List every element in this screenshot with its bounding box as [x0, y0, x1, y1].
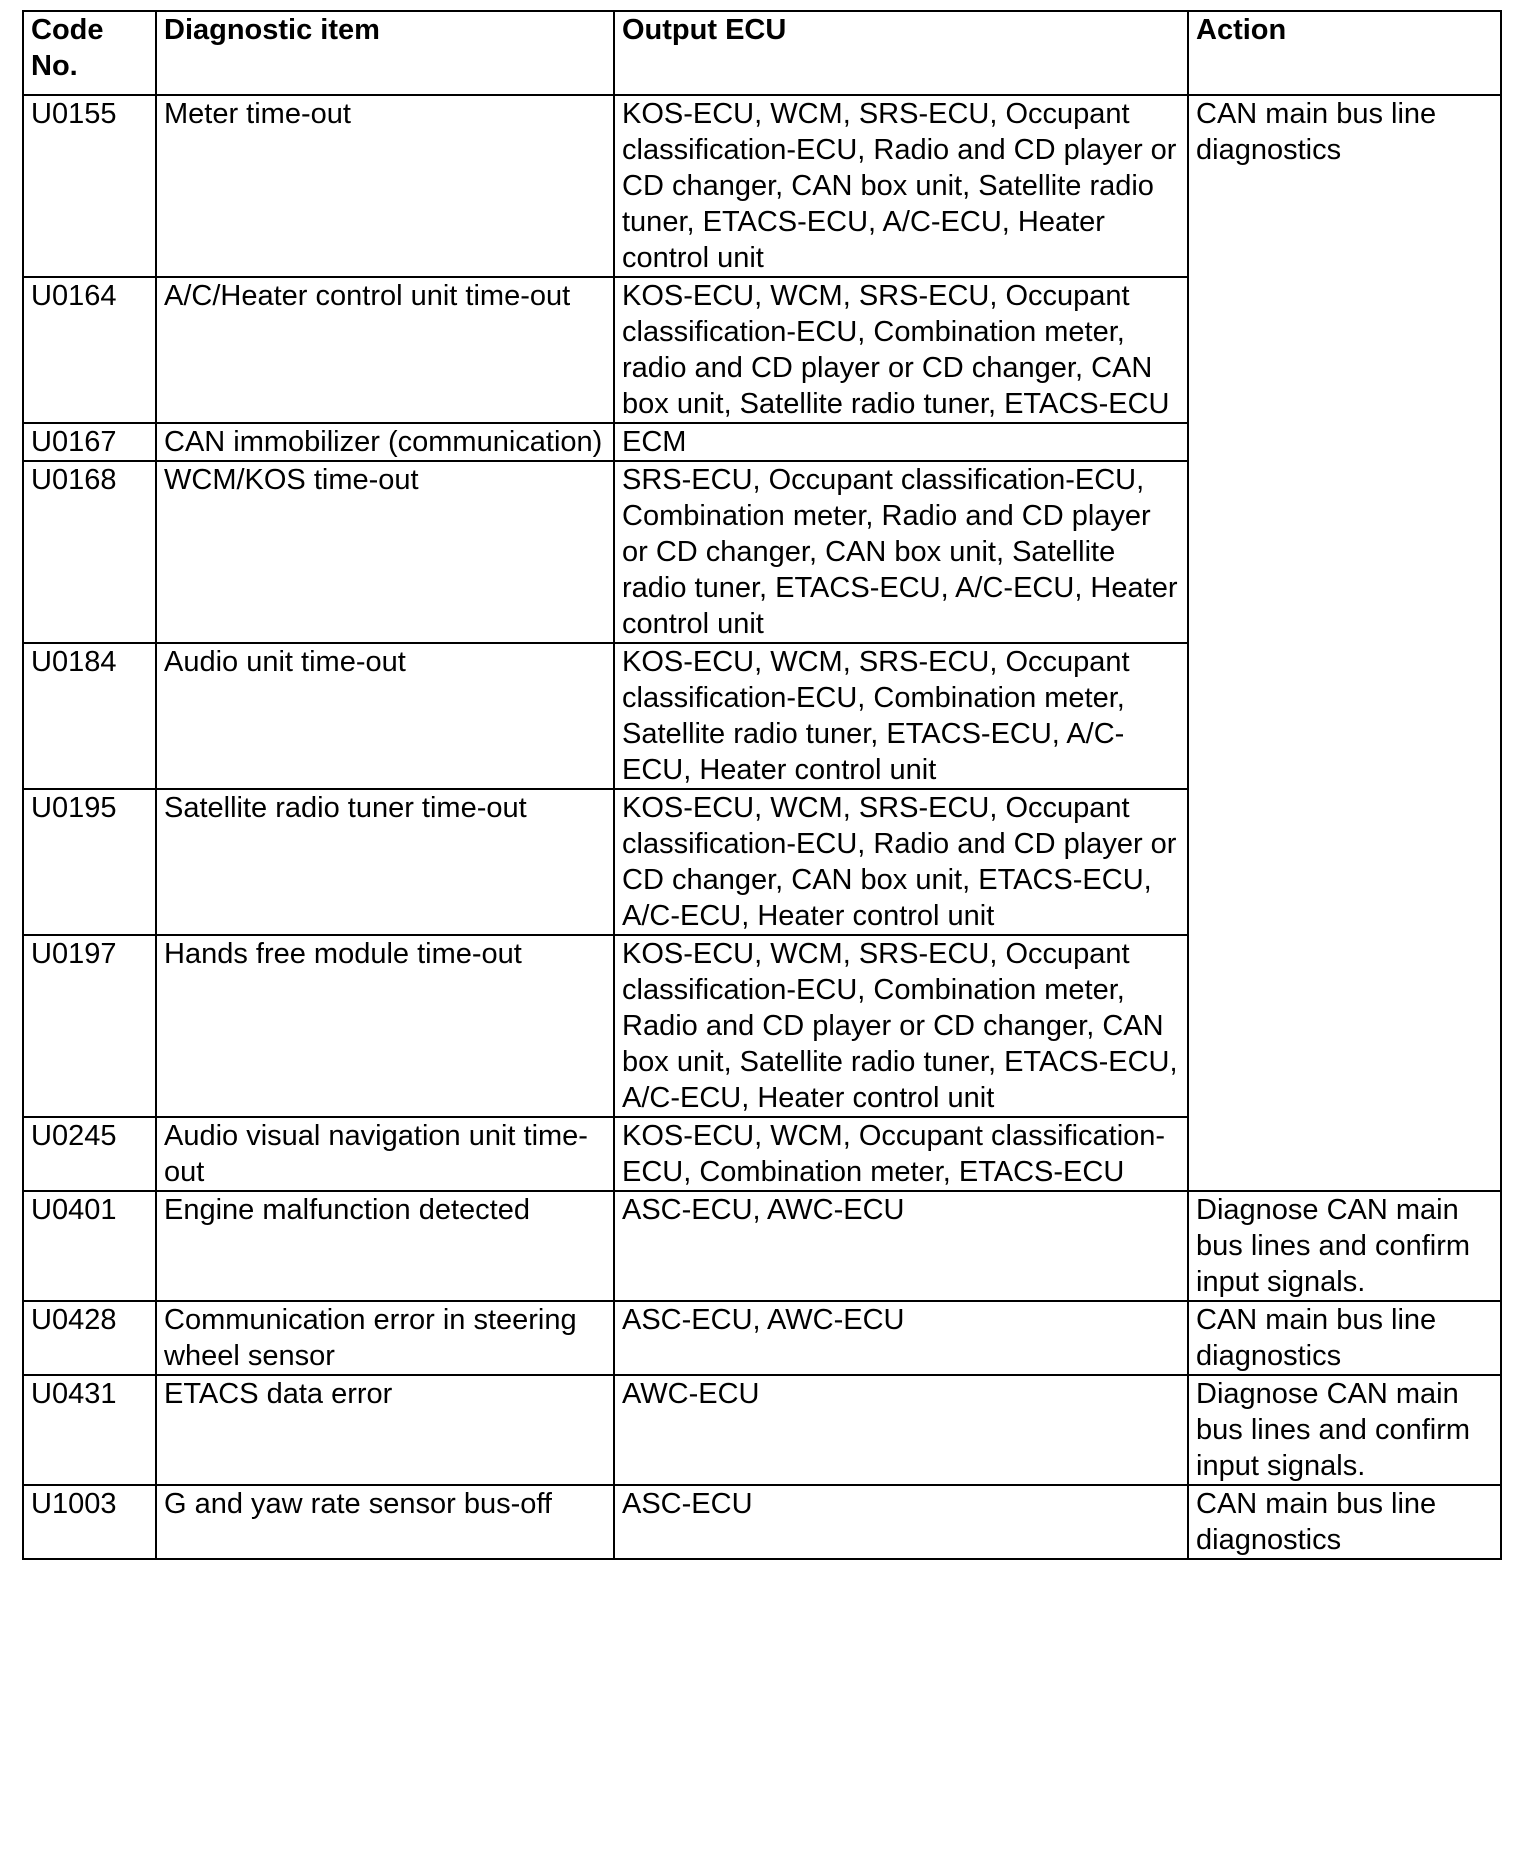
action-cell: Diagnose CAN main bus lines and confirm input signals. — [1188, 1375, 1501, 1485]
code-cell: U1003 — [23, 1485, 156, 1559]
item-cell: WCM/KOS time-out — [156, 461, 614, 643]
item-cell: A/C/Heater control unit time-out — [156, 277, 614, 423]
ecu-cell: ASC-ECU — [614, 1485, 1188, 1559]
ecu-cell: KOS-ECU, WCM, SRS-ECU, Occupant classification-ECU, Radio and CD player or CD changer, CAN box unit, ETACS-ECU, A/C-ECU, Heater control unit — [614, 789, 1188, 935]
code-cell: U0167 — [23, 423, 156, 461]
item-cell: CAN immobilizer (communication) — [156, 423, 614, 461]
item-cell: Engine malfunction detected — [156, 1191, 614, 1301]
ecu-cell: AWC-ECU — [614, 1375, 1188, 1485]
ecu-cell: ASC-ECU, AWC-ECU — [614, 1191, 1188, 1301]
code-cell: U0428 — [23, 1301, 156, 1375]
item-cell: Satellite radio tuner time-out — [156, 789, 614, 935]
code-cell: U0197 — [23, 935, 156, 1117]
ecu-cell: KOS-ECU, WCM, SRS-ECU, Occupant classification-ECU, Combination meter, Radio and CD player or CD changer, CAN box unit, Satellite radio tuner, ETACS-ECU, A/C-ECU, Heater control unit — [614, 935, 1188, 1117]
table-row — [23, 1485, 1501, 1559]
header-output-ecu: Output ECU — [614, 11, 1188, 95]
ecu-cell: KOS-ECU, WCM, SRS-ECU, Occupant classification-ECU, Combination meter, radio and CD player or CD changer, CAN box unit, Satellite radio tuner, ETACS-ECU — [614, 277, 1188, 423]
ecu-cell: KOS-ECU, WCM, SRS-ECU, Occupant classification-ECU, Combination meter, Satellite radio tuner, ETACS-ECU, A/C-ECU, Heater control unit — [614, 643, 1188, 789]
action-cell-merged: CAN main bus line diagnostics — [1188, 95, 1501, 1191]
ecu-cell: KOS-ECU, WCM, Occupant classification-ECU, Combination meter, ETACS-ECU — [614, 1117, 1188, 1191]
table-row — [23, 95, 1501, 277]
item-cell: ETACS data error — [156, 1375, 614, 1485]
header-diagnostic-item: Diagnostic item — [156, 11, 614, 95]
code-cell: U0195 — [23, 789, 156, 935]
code-cell: U0168 — [23, 461, 156, 643]
item-cell: G and yaw rate sensor bus-off — [156, 1485, 614, 1559]
item-cell: Audio visual navigation unit time-out — [156, 1117, 614, 1191]
code-cell: U0401 — [23, 1191, 156, 1301]
table-row — [23, 1191, 1501, 1301]
code-cell: U0431 — [23, 1375, 156, 1485]
action-cell: Diagnose CAN main bus lines and confirm input signals. — [1188, 1191, 1501, 1301]
ecu-cell: ASC-ECU, AWC-ECU — [614, 1301, 1188, 1375]
code-cell: U0184 — [23, 643, 156, 789]
table-row — [23, 1301, 1501, 1375]
diagnostic-code-table — [22, 10, 1502, 1560]
header-row — [23, 11, 1501, 95]
ecu-cell: ECM — [614, 423, 1188, 461]
ecu-cell: KOS-ECU, WCM, SRS-ECU, Occupant classification-ECU, Radio and CD player or CD changer, CAN box unit, Satellite radio tuner, ETACS-ECU, A/C-ECU, Heater control unit — [614, 95, 1188, 277]
item-cell: Meter time-out — [156, 95, 614, 277]
header-code: Code No. — [23, 11, 156, 95]
action-cell: CAN main bus line diagnostics — [1188, 1485, 1501, 1559]
action-cell: CAN main bus line diagnostics — [1188, 1301, 1501, 1375]
code-cell: U0164 — [23, 277, 156, 423]
table-row — [23, 1375, 1501, 1485]
header-action: Action — [1188, 11, 1501, 95]
item-cell: Audio unit time-out — [156, 643, 614, 789]
item-cell: Hands free module time-out — [156, 935, 614, 1117]
code-cell: U0155 — [23, 95, 156, 277]
item-cell: Communication error in steering wheel sensor — [156, 1301, 614, 1375]
ecu-cell: SRS-ECU, Occupant classification-ECU, Combination meter, Radio and CD player or CD changer, CAN box unit, Satellite radio tuner, ETACS-ECU, A/C-ECU, Heater control unit — [614, 461, 1188, 643]
code-cell: U0245 — [23, 1117, 156, 1191]
